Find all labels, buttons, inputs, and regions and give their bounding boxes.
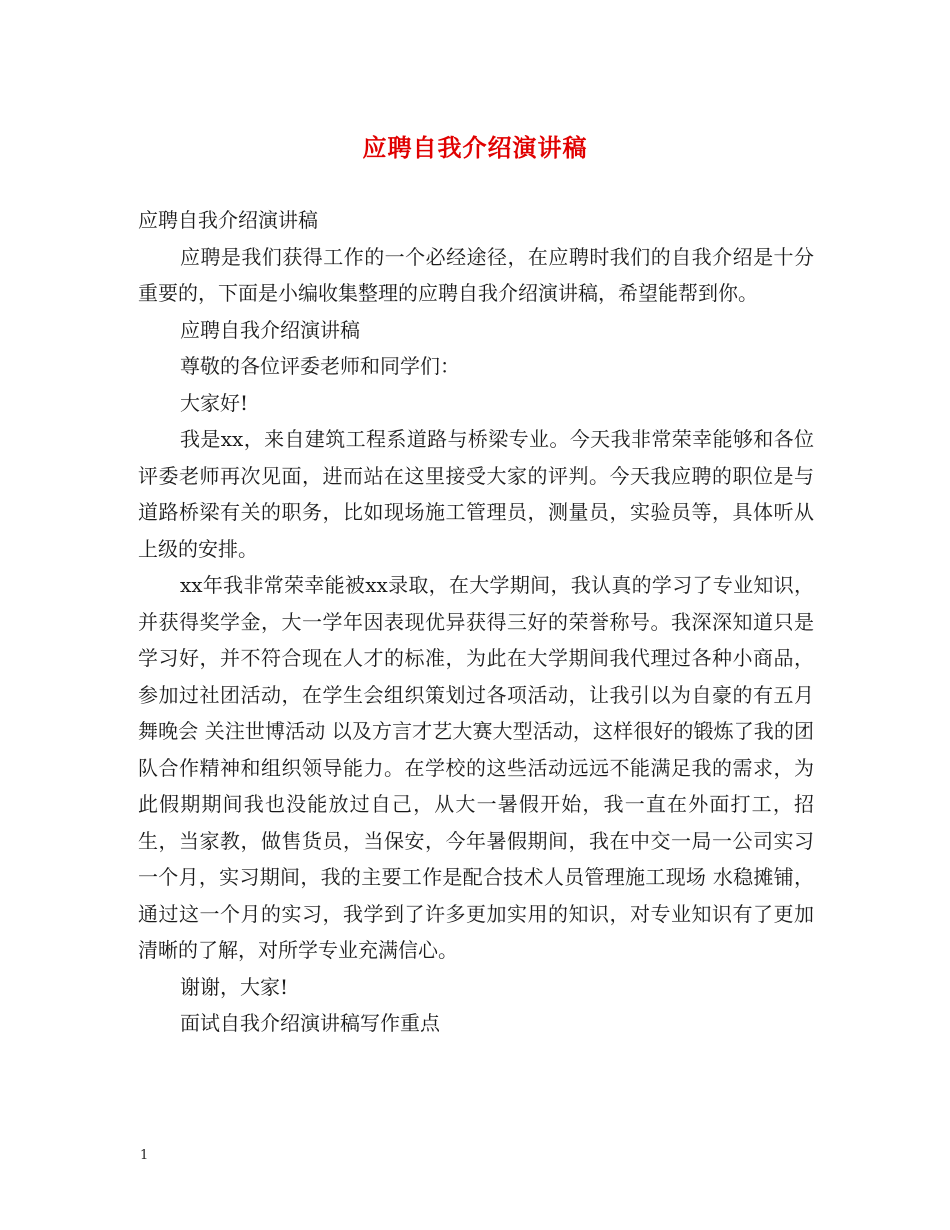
page-number: 1 (140, 1148, 149, 1163)
paragraph-greeting: 大家好! (180, 390, 249, 415)
paragraph-self-intro: 我是xx，来自建筑工程系道路与桥梁专业。今天我非常荣幸能够和各位评委老师再次见面，进而站在这里接受大家的评判。今天我应聘的职位是与道路桥梁有关的职务，比如现场施工管理员，测量员，实验员等，具体听从上级的安排。 (138, 427, 814, 561)
paragraph-salutation: 尊敬的各位评委老师和同学们： (180, 354, 460, 378)
paragraph-heading: 应聘自我介绍演讲稿 (138, 208, 318, 232)
document-title: 应聘自我介绍演讲稿 (362, 133, 588, 162)
paragraph-experience: xx年我非常荣幸能被xx录取，在大学期间，我认真的学习了专业知识，并获得奖学金，大一学年因表现优异获得三好的荣誉称号。我深深知道只是学习好，并不符合现在人才的标准，为此在大学期间我代理过各种小商品，参加过社团活动，在学生会组织策划过各项活动，让我引以为自豪的有五月舞晚会 关注世博活动 以及方言才艺大赛大型活动，这样很好的锻炼了我的团队合作精神和组织领导能力。在学校的这些活动远远不能满足我的需求，为此假期期间我也没能放过自己，从大一暑假开始，我一直在外面打工，招生，当家教，做售货员，当保安，今年暑假期间，我在中交一局一公司实习一个月，实习期间，我的主要工作是配合技术人员管理施工现场 水稳摊铺，通过这一个月的实习，我学到了许多更加实用的知识，对专业知识有了更加清晰的了解，对所学专业充满信心。 (138, 573, 814, 962)
document-body (138, 202, 814, 1042)
paragraph-thanks: 谢谢，大家! (180, 974, 289, 999)
paragraph-section-heading: 面试自我介绍演讲稿写作重点 (180, 1011, 440, 1035)
paragraph-intro: 应聘是我们获得工作的一个必经途径，在应聘时我们的自我介绍是十分重要的，下面是小编收集整理的应聘自我介绍演讲稿，希望能帮到你。 (138, 244, 814, 305)
paragraph-subheading: 应聘自我介绍演讲稿 (180, 317, 360, 342)
